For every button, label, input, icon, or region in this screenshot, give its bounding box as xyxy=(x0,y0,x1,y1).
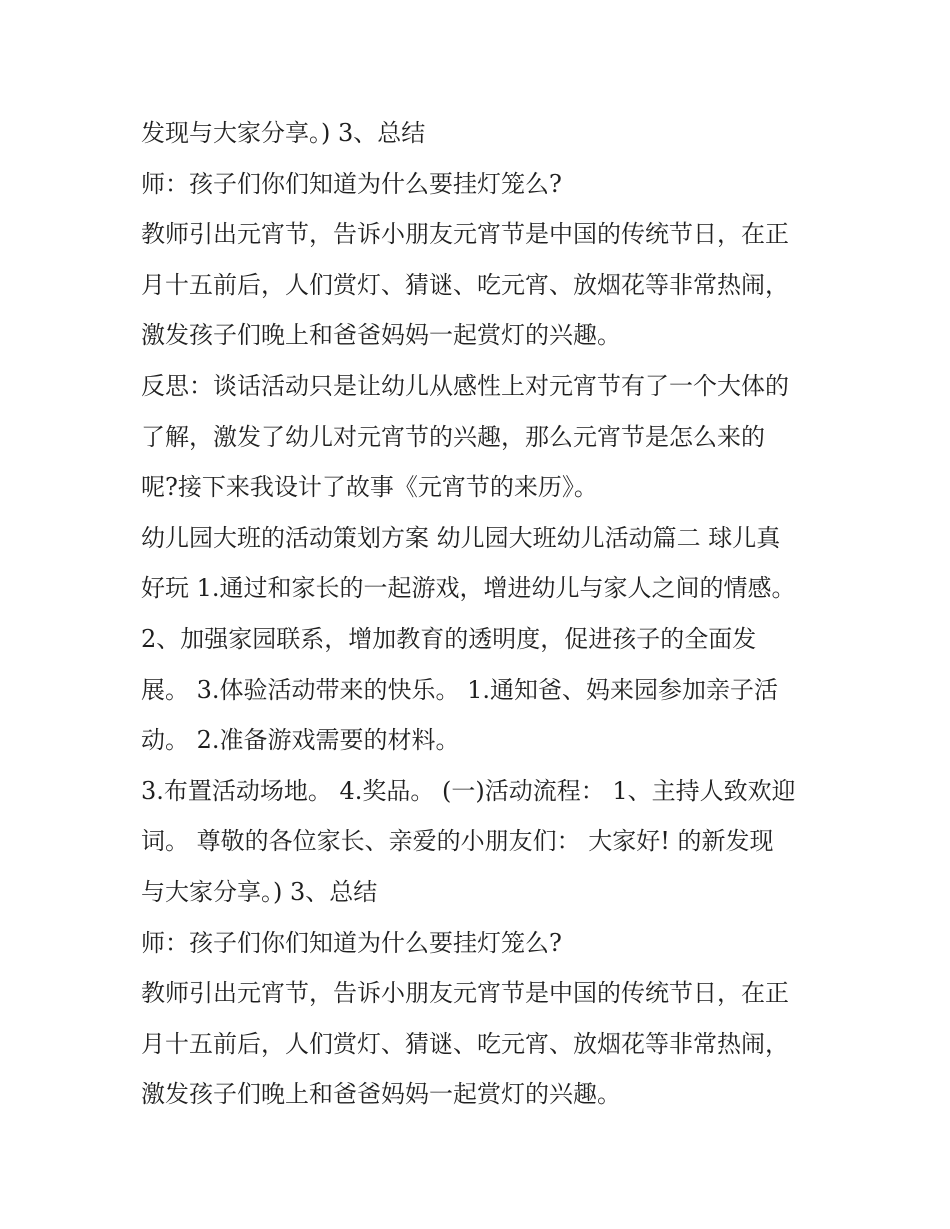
text-line: 教师引出元宵节，告诉小朋友元宵节是中国的传统节日，在正 xyxy=(141,220,789,249)
text-line: 激发孩子们晚上和爸爸妈妈一起赏灯的兴趣。 xyxy=(141,1080,621,1109)
text-line: 与大家分享。) 3、总结 xyxy=(141,877,378,906)
text-line: 反思：谈话活动只是让幼儿从感性上对元宵节有了一个大体的 xyxy=(141,371,789,400)
text-line: 3.布置活动场地。 4.奖品。 (一)活动流程： 1、主持人致欢迎 xyxy=(141,776,796,805)
text-line: 2、加强家园联系，增加教育的透明度，促进孩子的全面发 xyxy=(141,624,757,653)
document-body xyxy=(141,108,841,1120)
text-line: 教师引出元宵节，告诉小朋友元宵节是中国的传统节日，在正 xyxy=(141,979,789,1008)
text-line: 师：孩子们你们知道为什么要挂灯笼么? xyxy=(141,928,562,957)
text-line: 了解，激发了幼儿对元宵节的兴趣，那么元宵节是怎么来的 xyxy=(141,422,765,451)
text-line: 发现与大家分享。) 3、总结 xyxy=(141,119,426,147)
text-line: 月十五前后，人们赏灯、猜谜、吃元宵、放烟花等非常热闹， xyxy=(141,270,789,299)
text-line: 呢?接下来我设计了故事《元宵节的来历》。 xyxy=(141,473,598,502)
text-line: 展。 3.体验活动带来的快乐。 1.通知爸、妈来园参加亲子活 xyxy=(141,675,779,704)
text-line: 词。 尊敬的各位家长、亲爱的小朋友们： 大家好! 的新发现 xyxy=(141,827,774,856)
text-line: 师：孩子们你们知道为什么要挂灯笼么? xyxy=(141,169,562,198)
text-line: 月十五前后，人们赏灯、猜谜、吃元宵、放烟花等非常热闹， xyxy=(141,1029,789,1058)
text-line: 幼儿园大班的活动策划方案 幼儿园大班幼儿活动篇二 球儿真 xyxy=(141,523,781,552)
text-line: 激发孩子们晚上和爸爸妈妈一起赏灯的兴趣。 xyxy=(141,321,621,350)
text-line: 好玩 1.通过和家长的一起游戏，增进幼儿与家人之间的情感。 xyxy=(141,574,796,603)
text-line: 动。 2.准备游戏需要的材料。 xyxy=(141,726,460,755)
